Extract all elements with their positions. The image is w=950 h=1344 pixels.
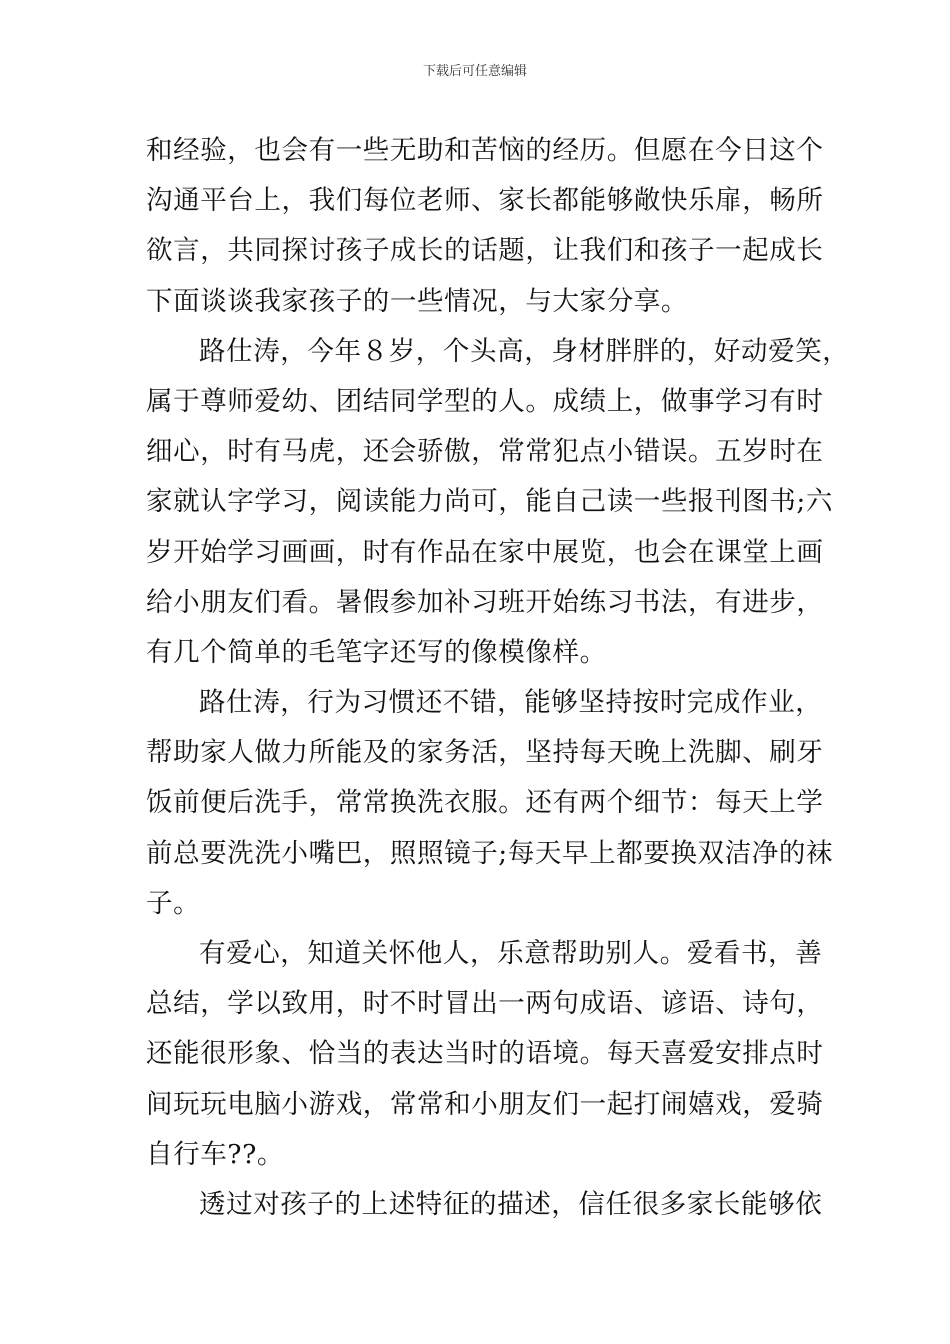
document-body	[146, 126, 850, 1230]
page-header: 下载后可任意编辑	[422, 64, 527, 79]
text-line: 有几个简单的毛笔字还写的像模像样。	[146, 636, 607, 668]
text-line: 属于尊师爱幼、团结同学型的人。成绩上，做事学习有时	[146, 385, 824, 417]
text-line: 间玩玩电脑小游戏，常常和小朋友们一起打闹嬉戏，爱骑	[146, 1088, 824, 1120]
text-line: 岁开始学习画画，时有作品在家中展览，也会在课堂上画	[146, 536, 824, 568]
text-line: 总结，学以致用，时不时冒出一两句成语、谚语、诗句，	[146, 988, 824, 1020]
text-line: 欲言，共同探讨孩子成长的话题，让我们和孩子一起成长	[146, 235, 824, 267]
paragraph-first-line: 路仕涛，今年８岁，个头高，身材胖胖的，好动爱笑，	[199, 335, 850, 367]
text-line: 下面谈谈我家孩子的一些情况，与大家分享。	[146, 285, 688, 317]
text-line: 饭前便后洗手，常常换洗衣服。还有两个细节：每天上学	[146, 787, 824, 819]
text-line: 子。	[146, 887, 201, 919]
text-line: 家就认字学习，阅读能力尚可，能自己读一些报刊图书;六	[146, 486, 834, 518]
text-line: 给小朋友们看。暑假参加补习班开始练习书法，有进步，	[146, 586, 824, 618]
text-line: 还能很形象、恰当的表达当时的语境。每天喜爱安排点时	[146, 1038, 824, 1070]
text-line: 细心，时有马虎，还会骄傲，常常犯点小错误。五岁时在	[146, 436, 824, 468]
text-line: 帮助家人做力所能及的家务活，坚持每天晚上洗脚、刷牙	[146, 737, 824, 769]
text-line: 前总要洗洗小嘴巴，照照镜子;每天早上都要换双洁净的袜	[146, 837, 834, 869]
paragraph-first-line: 透过对孩子的上述特征的描述，信任很多家长能够依	[199, 1188, 823, 1220]
paragraph-first-line: 有爱心，知道关怀他人，乐意帮助别人。爱看书，善	[199, 938, 823, 969]
text-line: 自行车??。	[146, 1138, 285, 1170]
text-line: 沟通平台上，我们每位老师、家长都能够敞快乐扉，畅所	[146, 185, 824, 217]
text-line: 和经验，也会有一些无助和苦恼的经历。但愿在今日这个	[146, 135, 824, 166]
paragraph-first-line: 路仕涛，行为习惯还不错，能够坚持按时完成作业，	[199, 687, 823, 719]
